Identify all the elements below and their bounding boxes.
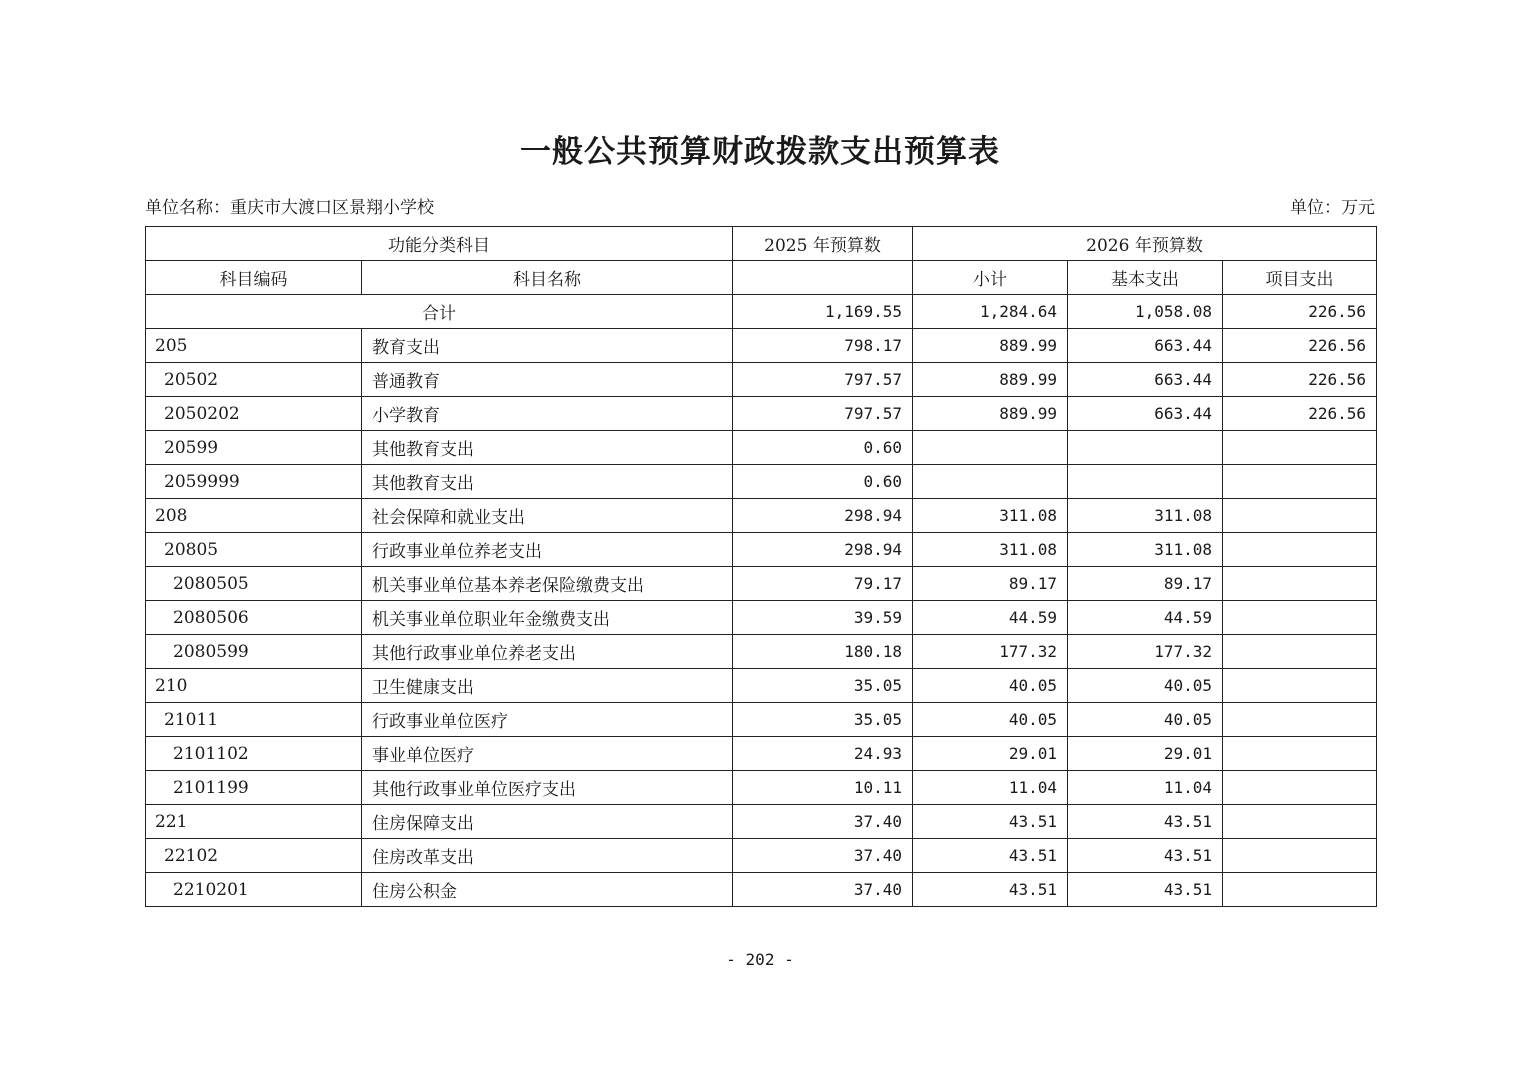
table-row: [146, 465, 1377, 499]
row-subtotal: 40.05: [913, 669, 1068, 703]
row-project: [1223, 465, 1377, 499]
row-project: [1223, 669, 1377, 703]
unit-name: 单位名称：重庆市大渡口区景翔小学校: [145, 198, 434, 218]
row-basic: 177.32: [1068, 635, 1223, 669]
row-b2025: 37.40: [733, 805, 913, 839]
row-subtotal: 177.32: [913, 635, 1068, 669]
row-project: [1223, 635, 1377, 669]
total-subtotal: 1,284.64: [913, 295, 1068, 329]
row-code: 208: [146, 499, 362, 533]
row-b2025: 24.93: [733, 737, 913, 771]
table-row: [146, 635, 1377, 669]
header-row-1: [146, 227, 1377, 261]
row-b2025: 35.05: [733, 703, 913, 737]
row-b2025: 39.59: [733, 601, 913, 635]
table-row: [146, 601, 1377, 635]
row-project: [1223, 873, 1377, 907]
row-code: 2210201: [146, 873, 362, 907]
table-row: [146, 329, 1377, 363]
row-basic: 43.51: [1068, 873, 1223, 907]
total-row: [146, 295, 1377, 329]
row-name: 其他教育支出: [362, 431, 733, 465]
header-subtotal: 小计: [913, 261, 1068, 295]
header-budget-2025-blank: [733, 261, 913, 295]
table-row: [146, 363, 1377, 397]
row-project: [1223, 839, 1377, 873]
header-name: 科目名称: [362, 261, 733, 295]
row-subtotal: 311.08: [913, 533, 1068, 567]
row-project: [1223, 771, 1377, 805]
page-number: - 202 -: [726, 950, 794, 969]
row-name: 社会保障和就业支出: [362, 499, 733, 533]
unit-label: 单位：万元: [1290, 198, 1375, 218]
header-row-2: [146, 261, 1377, 295]
table-row: [146, 703, 1377, 737]
row-code: 2080505: [146, 567, 362, 601]
total-basic: 1,058.08: [1068, 295, 1223, 329]
row-code: 205: [146, 329, 362, 363]
row-basic: [1068, 431, 1223, 465]
row-project: 226.56: [1223, 329, 1377, 363]
row-code: 2050202: [146, 397, 362, 431]
table-row: [146, 771, 1377, 805]
row-subtotal: 311.08: [913, 499, 1068, 533]
header-budget-2026: 2026 年预算数: [913, 227, 1377, 261]
row-name: 普通教育: [362, 363, 733, 397]
row-code: 20805: [146, 533, 362, 567]
row-subtotal: 44.59: [913, 601, 1068, 635]
row-name: 住房保障支出: [362, 805, 733, 839]
row-name: 机关事业单位基本养老保险缴费支出: [362, 567, 733, 601]
row-name: 其他教育支出: [362, 465, 733, 499]
total-label: 合计: [146, 295, 733, 329]
table-row: [146, 873, 1377, 907]
row-name: 教育支出: [362, 329, 733, 363]
table-row: [146, 499, 1377, 533]
row-basic: 11.04: [1068, 771, 1223, 805]
row-project: [1223, 703, 1377, 737]
row-subtotal: [913, 431, 1068, 465]
header-func-category: 功能分类科目: [146, 227, 733, 261]
row-code: 210: [146, 669, 362, 703]
row-b2025: 180.18: [733, 635, 913, 669]
row-code: 2101199: [146, 771, 362, 805]
table-row: [146, 737, 1377, 771]
row-b2025: 797.57: [733, 363, 913, 397]
row-subtotal: 29.01: [913, 737, 1068, 771]
table-row: [146, 669, 1377, 703]
row-project: 226.56: [1223, 363, 1377, 397]
total-b2025: 1,169.55: [733, 295, 913, 329]
table-row: [146, 839, 1377, 873]
row-b2025: 10.11: [733, 771, 913, 805]
row-name: 其他行政事业单位养老支出: [362, 635, 733, 669]
row-basic: 43.51: [1068, 805, 1223, 839]
row-basic: [1068, 465, 1223, 499]
row-code: 221: [146, 805, 362, 839]
row-project: [1223, 805, 1377, 839]
row-project: [1223, 431, 1377, 465]
row-subtotal: [913, 465, 1068, 499]
row-subtotal: 43.51: [913, 839, 1068, 873]
row-subtotal: 11.04: [913, 771, 1068, 805]
row-subtotal: 889.99: [913, 397, 1068, 431]
row-b2025: 35.05: [733, 669, 913, 703]
row-subtotal: 43.51: [913, 873, 1068, 907]
table-row: [146, 431, 1377, 465]
row-name: 小学教育: [362, 397, 733, 431]
row-b2025: 298.94: [733, 533, 913, 567]
header-basic: 基本支出: [1068, 261, 1223, 295]
budget-table: [145, 226, 1377, 907]
row-subtotal: 889.99: [913, 363, 1068, 397]
row-code: 2059999: [146, 465, 362, 499]
table-row: [146, 805, 1377, 839]
row-name: 行政事业单位医疗: [362, 703, 733, 737]
row-basic: 89.17: [1068, 567, 1223, 601]
row-name: 卫生健康支出: [362, 669, 733, 703]
row-name: 事业单位医疗: [362, 737, 733, 771]
row-code: 22102: [146, 839, 362, 873]
row-b2025: 797.57: [733, 397, 913, 431]
row-project: [1223, 533, 1377, 567]
row-code: 21011: [146, 703, 362, 737]
row-subtotal: 89.17: [913, 567, 1068, 601]
row-basic: 663.44: [1068, 329, 1223, 363]
row-b2025: 0.60: [733, 431, 913, 465]
table-row: [146, 567, 1377, 601]
row-code: 2101102: [146, 737, 362, 771]
row-name: 住房公积金: [362, 873, 733, 907]
row-code: 20599: [146, 431, 362, 465]
table-row: [146, 533, 1377, 567]
row-basic: 44.59: [1068, 601, 1223, 635]
row-code: 20502: [146, 363, 362, 397]
row-b2025: 798.17: [733, 329, 913, 363]
row-project: [1223, 499, 1377, 533]
row-project: [1223, 567, 1377, 601]
row-code: 2080506: [146, 601, 362, 635]
row-subtotal: 40.05: [913, 703, 1068, 737]
row-code: 2080599: [146, 635, 362, 669]
row-basic: 40.05: [1068, 703, 1223, 737]
header-project: 项目支出: [1223, 261, 1377, 295]
row-b2025: 37.40: [733, 873, 913, 907]
row-b2025: 0.60: [733, 465, 913, 499]
row-b2025: 79.17: [733, 567, 913, 601]
row-basic: 311.08: [1068, 533, 1223, 567]
page-title: 一般公共预算财政拨款支出预算表: [520, 134, 1000, 170]
row-subtotal: 43.51: [913, 805, 1068, 839]
row-basic: 29.01: [1068, 737, 1223, 771]
row-project: 226.56: [1223, 397, 1377, 431]
row-project: [1223, 601, 1377, 635]
total-project: 226.56: [1223, 295, 1377, 329]
row-basic: 43.51: [1068, 839, 1223, 873]
row-basic: 40.05: [1068, 669, 1223, 703]
row-project: [1223, 737, 1377, 771]
row-name: 住房改革支出: [362, 839, 733, 873]
row-name: 其他行政事业单位医疗支出: [362, 771, 733, 805]
header-budget-2025: 2025 年预算数: [733, 227, 913, 261]
row-basic: 311.08: [1068, 499, 1223, 533]
row-basic: 663.44: [1068, 397, 1223, 431]
header-code: 科目编码: [146, 261, 362, 295]
row-subtotal: 889.99: [913, 329, 1068, 363]
row-name: 机关事业单位职业年金缴费支出: [362, 601, 733, 635]
row-b2025: 298.94: [733, 499, 913, 533]
row-name: 行政事业单位养老支出: [362, 533, 733, 567]
row-b2025: 37.40: [733, 839, 913, 873]
table-row: [146, 397, 1377, 431]
row-basic: 663.44: [1068, 363, 1223, 397]
